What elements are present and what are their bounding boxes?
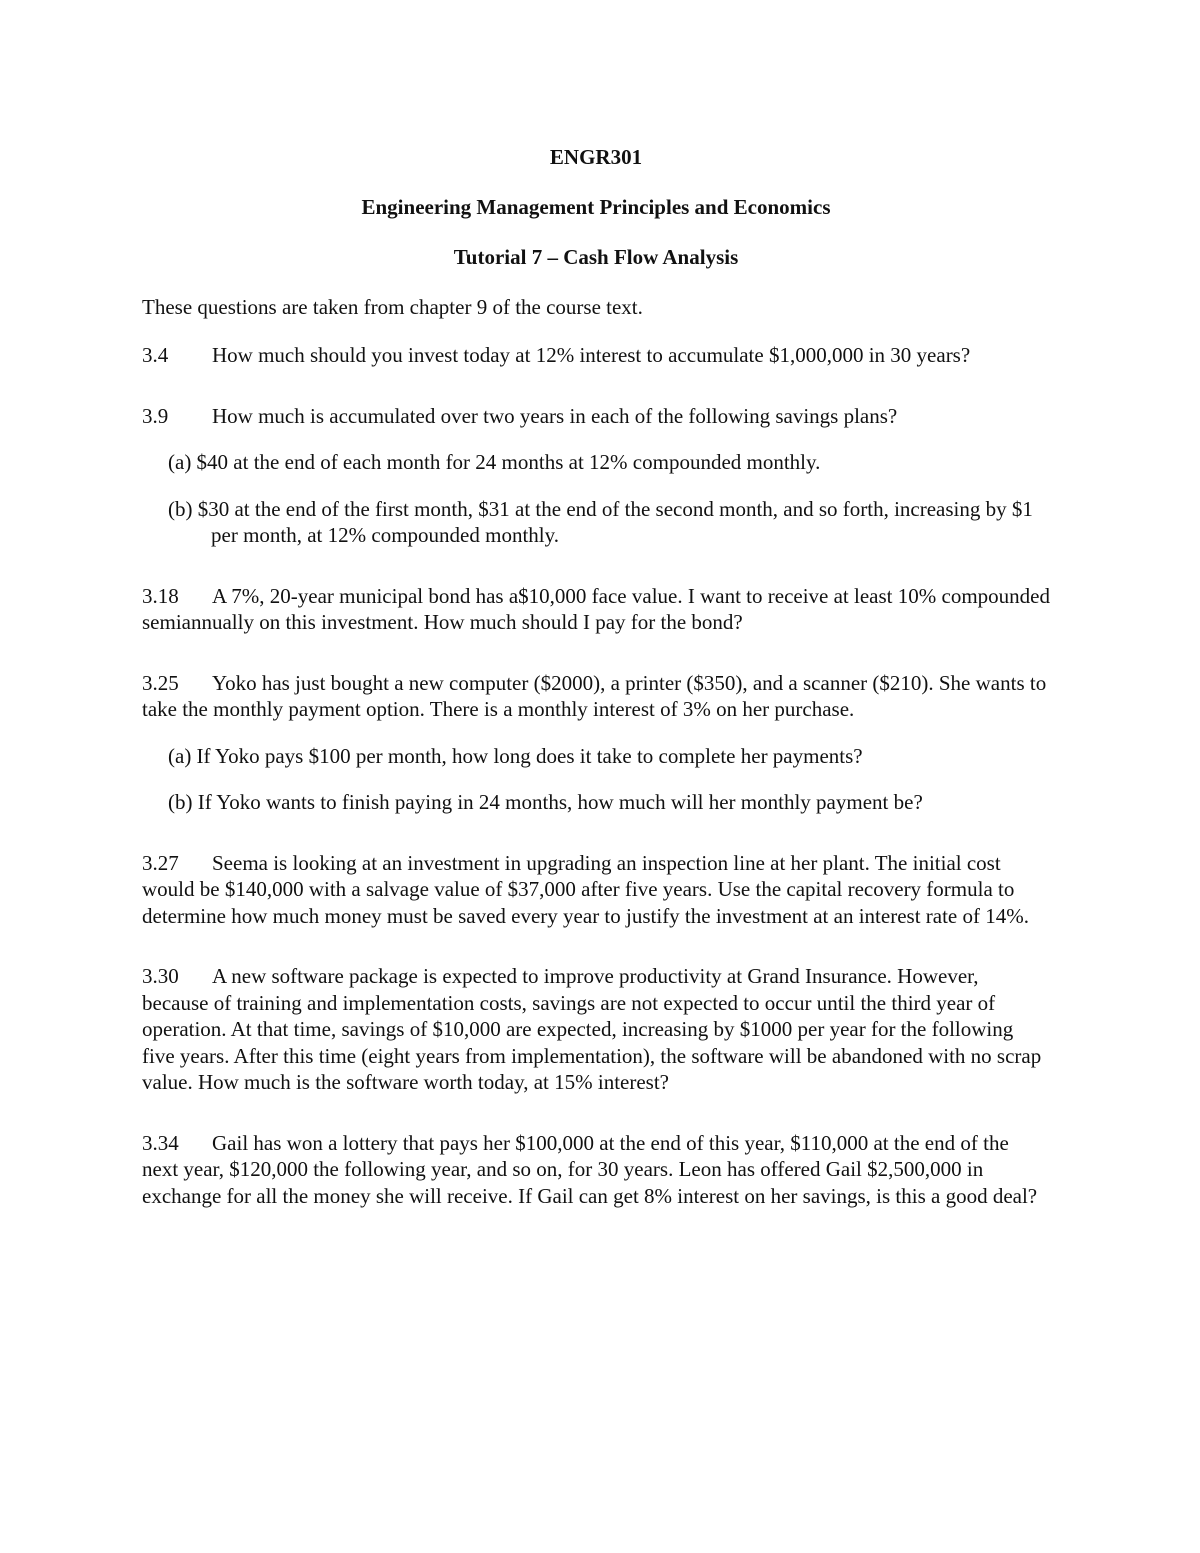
question-3-25-part-a: (a) If Yoko pays $100 per month, how long does it take to complete her payments? [168,743,863,768]
question-text: A 7%, 20-year municipal bond has a$10,000 face value. I want to receive at least 10% compounded semiannually on this investment. How much should I pay for the bond? [142,583,1050,634]
question-3-9-part-b: (b) $30 at the end of the first month, $31 at the end of the second month, and so forth, increasing by $1 per month, at 12% compounded monthly. [168,496,1033,547]
tutorial-title: Tutorial 7 – Cash Flow Analysis [453,245,739,269]
question-3-9-part-a: (a) $40 at the end of each month for 24 months at 12% compounded monthly. [168,450,821,474]
question-3-30 [142,963,1050,1096]
question-number: 3.34 [142,1130,179,1155]
question-3-27 [142,850,1050,930]
question-text: Gail has won a lottery that pays her $100,000 at the end of this year, $110,000 at the end of the next year, $120,000 the following year, and so on, for 30 years. Leon has offered Gail $2,500,000 in exchange for all the money she will receive. If Gail can get 8% interest on her savings, is this a good deal? [142,1130,1038,1208]
question-text: Yoko has just bought a new computer ($2000), a printer ($350), and a scanner ($210). She wants to take the monthly payment option. There is a monthly interest of 3% on her purchase. [142,670,1047,721]
question-3-4 [142,342,1050,369]
question-3-25 [142,670,1050,723]
question-number: 3.27 [142,850,179,875]
question-number: 3.25 [142,670,179,695]
question-text: A new software package is expected to improve productivity at Grand Insurance. However, because of training and implementation costs, savings are not expected to occur until the third year of operation. At that time, savings of $10,000 are expected, increasing by $1000 per year for the following five years. After this time (eight years from implementation), the software will be abandoned with no scrap value. How much is the software worth today, at 15% interest? [142,964,1042,1094]
question-3-9 [142,403,1050,430]
question-number: 3.30 [142,964,179,988]
intro-text: These questions are taken from chapter 9 of the course text. [142,295,643,319]
course-title: Engineering Management Principles and Economics [361,195,831,219]
course-code: ENGR301 [549,145,643,169]
question-text: How much is accumulated over two years in each of the following savings plans? [212,403,898,428]
question-number: 3.9 [142,403,169,428]
question-text: How much should you invest today at 12% interest to accumulate $1,000,000 in 30 years? [212,343,971,367]
question-3-25-part-b: (b) If Yoko wants to finish paying in 24 months, how much will her monthly payment be? [168,790,923,814]
question-number: 3.4 [142,343,169,367]
question-text: Seema is looking at an investment in upgrading an inspection line at her plant. The initial cost would be $140,000 with a salvage value of $37,000 after five years. Use the capital recovery formula to determine how much money must be saved every year to justify the investment at an interest rate of 14%. [142,850,1029,928]
question-number: 3.18 [142,583,179,608]
question-3-34 [142,1130,1050,1210]
question-3-18 [142,583,1050,636]
